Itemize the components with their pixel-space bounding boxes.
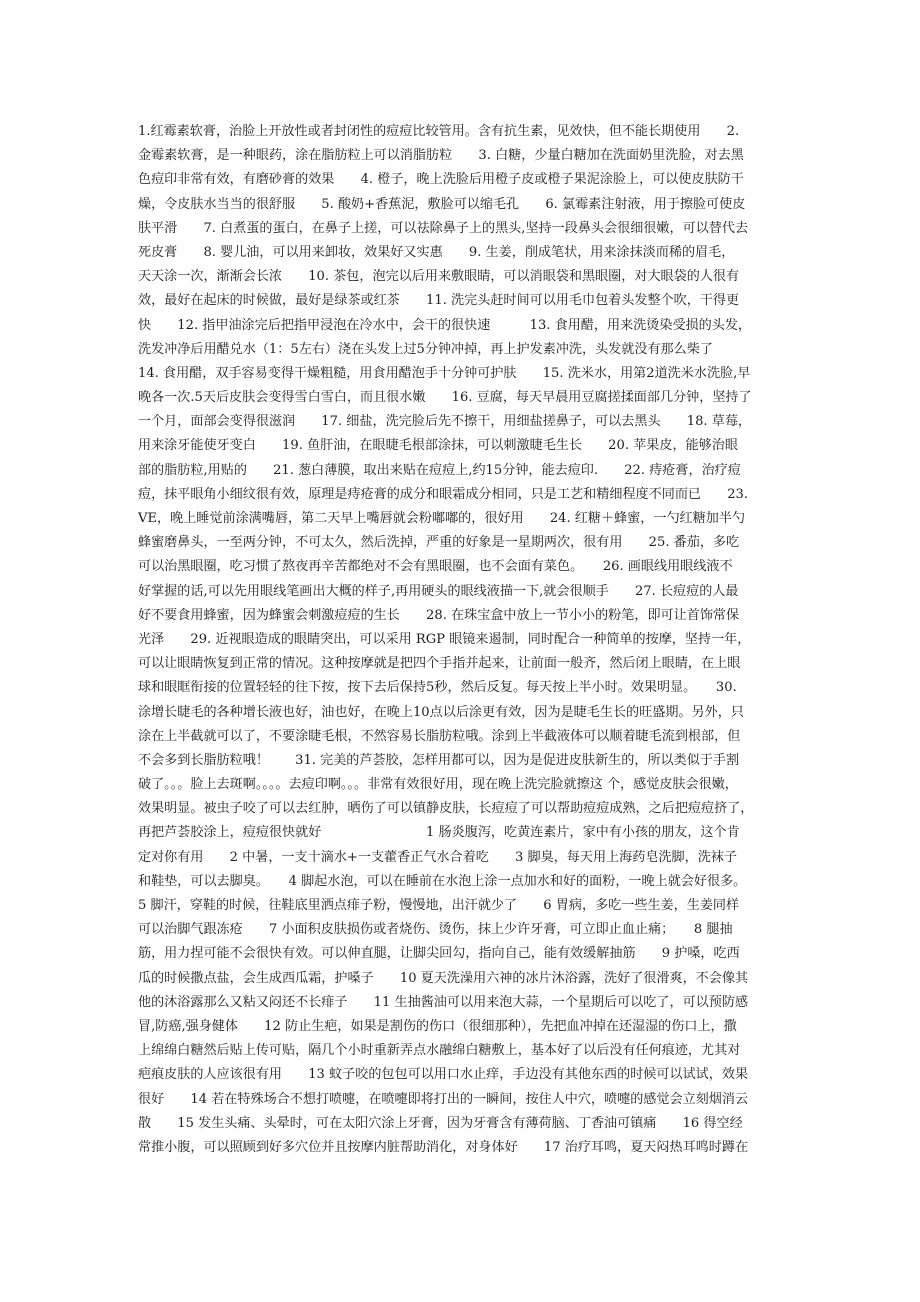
text-line: 可以让眼睛恢复到正常的情况。这种按摩就是把四个手指并起来，让前面一般齐，然后闭上眼睛，在上眼 — [138, 656, 741, 672]
text-line: 效，最好在起床的时候做，最好是绿茶或红茶 11. 洗完头赶时间可以用毛巾包着头发整个吹，干得更 — [138, 293, 740, 309]
text-line: 可以治脚气跟冻疮 7 小面积皮肤损伤或者烧伤、烫伤，抹上少许牙膏，可立即止血止痛； 8 腿抽 — [138, 922, 733, 938]
text-line: 14. 食用醋，双手容易变得干燥粗糙，用食用醋泡手十分钟可护肤 15. 洗米水，用第2道洗米水洗脸,早 — [138, 365, 751, 381]
text-line: 破了。。。脸上去斑啊。。。。去痘印啊。。。非常有效很好用，现在晚上洗完脸就擦这 个，感觉皮肤会很嫩， — [138, 777, 738, 793]
text-line: 涂在上半截就可以了，不要涂睫毛根，不然容易长脂肪粒哦。涂到上半截液体可以顺着睫毛流到根部，但 — [138, 728, 741, 744]
text-line: 好掌握的话,可以先用眼线笔画出大概的样子,再用硬头的眼线液描一下,就会很顺手 27. 长痘痘的人最 — [138, 583, 739, 599]
text-line: 散 15 发生头痛、头晕时，可在太阳穴涂上牙膏，因为牙膏含有薄荷脑、丁香油可镇痛 16 得空经 — [138, 1115, 743, 1131]
text-line: 快 12. 指甲油涂完后把指甲浸泡在冷水中，会干的很快速 13. 食用醋，用来洗烫染受损的头发， — [138, 317, 752, 333]
document-body — [138, 120, 788, 1160]
text-line: 晚各一次.5天后皮肤会变得雪白雪白，而且很水嫩 16. 豆腐，每天早晨用豆腐搓揉面部几分钟，坚持了 — [138, 390, 752, 406]
text-line: 部的脂肪粒,用贴的 21. 葱白薄膜，取出来贴在痘痘上,约15分钟，能去痘印. 22. 痔疮膏，治疗痘 — [138, 462, 741, 478]
text-line: 死皮膏 8. 婴儿油，可以用来卸妆，效果好又实惠 9. 生姜，削成笔状，用来涂抹淡而稀的眉毛， — [138, 244, 735, 260]
text-line: 洗发冲净后用醋兑水（1：5左右）浇在头发上过5分钟冲掉，再上护发素冲洗，头发就没有那么柴了 — [138, 341, 713, 357]
text-line: 疤痕皮肤的人应该很有用 13 蚊子咬的包包可以用口水止痒，手边没有其他东西的时候可以试试，效果 — [138, 1067, 749, 1083]
text-line: 燥，令皮肤水当当的很舒服 5. 酸奶+香蕉泥，敷脸可以缩毛孔 6. 氯霉素注射液，用于擦脸可使皮 — [138, 196, 746, 212]
text-line: 效果明显。被虫子咬了可以去红肿，晒伤了可以镇静皮肤，长痘痘了可以帮助痘痘成熟，之后把痘痘挤了， — [138, 801, 754, 817]
text-line: 瓜的时候撒点盐，会生成西瓜霜，护嗓子 10 夏天洗澡用六神的冰片沐浴露，洗好了很滑爽，不会像其 — [138, 970, 749, 986]
text-line: 筋，用力捏可能不会很快有效。可以伸直腿，让脚尖回勾，指向自己，能有效缓解抽筋 9 护嗓，吃西 — [138, 946, 740, 962]
text-line: 用来涂牙能使牙变白 19. 鱼肝油，在眼睫毛根部涂抹，可以刺激睫毛生长 20. 苹果皮，能够治眼 — [138, 438, 738, 454]
text-line: 不会多到长脂肪粒哦！ 31. 完美的芦荟胶，怎样用都可以，因为是促进皮肤新生的，所以类似于手割 — [138, 752, 740, 768]
text-line: 5 脚汗，穿鞋的时候，往鞋底里洒点痱子粉，慢慢地，出汗就少了 6 胃病，多吃一些生姜，生姜同样 — [138, 898, 740, 913]
text-line: 常推小腹，可以照顾到好多穴位并且按摩内脏帮助消化，对身体好 17 治疗耳鸣，夏天闷热耳鸣时蹲在 — [138, 1139, 749, 1155]
text-line: 好不要食用蜂蜜，因为蜂蜜会刺激痘痘的生长 28. 在珠宝盒中放上一节小小的粉笔，即可让首饰常保 — [138, 607, 740, 623]
text-line: 可以治黑眼圈，吃习惯了熬夜再辛苦都绝对不会有黑眼圈，也不会面有菜色。 26. 画眼线用眼线液不 — [138, 559, 733, 575]
text-line: 上绵绵白糖然后贴上传可贴，隔几个小时重新弄点水融绵白糖敷上，基本好了以后没有任何痕迹，尤其对 — [138, 1043, 741, 1059]
text-line: 痘，抹平眼角小细纹很有效，原理是痔疮膏的成分和眼霜成分相同，只是工艺和精细程度不同而已 23. — [138, 486, 749, 502]
text-line: 冒,防癌,强身健体 12 防止生疤，如果是割伤的伤口（很细那种），先把血冲掉在还湿湿的伤口上，撒 — [138, 1018, 737, 1034]
text-line: 色痘印非常有效，有磨砂膏的效果 4. 橙子，晚上洗脸后用橙子皮或橙子果泥涂脸上，可以使皮肤防干 — [138, 172, 744, 188]
text-line: 他的沐浴露那么又粘又闷还不长痱子 11 生抽酱油可以用来泡大蒜，一个星期后可以吃了，可以预防感 — [138, 994, 749, 1010]
text-line: 金霉素软膏，是一种眼药，涂在脂肪粒上可以消脂肪粒 3. 白糖，少量白糖加在洗面奶里洗脸，对去黑 — [138, 148, 744, 164]
text-line: 一个月，面部会变得很滋润 17. 细盐，洗完脸后先不擦干，用细盐搓鼻子，可以去黑头 18. 草莓， — [138, 414, 752, 430]
text-line: 定对你有用 2 中暑，一支十滴水+一支藿香正气水合着吃 3 脚臭，每天用上海药皂洗脚，洗袜子 — [138, 849, 737, 865]
text-line: 光泽 29. 近视眼造成的眼睛突出，可以采用 RGP 眼镜来遏制，同时配合一种简单的按摩，坚持一年， — [138, 631, 751, 647]
text-line: VE，晚上睡觉前涂满嘴唇，第二天早上嘴唇就会粉嘟嘟的，很好用 24. 红糖＋蜂蜜，一勺红糖加半勺 — [138, 511, 746, 526]
text-line: 天天涂一次，渐渐会长浓 10. 茶包，泡完以后用来敷眼睛，可以消眼袋和黑眼圈，对大眼袋的人很有 — [138, 269, 740, 285]
text-line: 蜂蜜磨鼻头，一至两分钟，不可太久，然后洗掉，严重的好象是一星期两次，很有用 25. 番茄，多吃 — [138, 535, 740, 551]
text-line: 再把芦荟胶涂上，痘痘很快就好 1 肠炎腹泻，吃黄连素片，家中有小孩的朋友，这个肯 — [138, 825, 740, 841]
text-line: 涂增长睫毛的各种增长液也好，油也好，在晚上10点以后涂更有效，因为是睫毛生长的旺盛期。另外，只 — [138, 704, 744, 720]
text-line: 球和眼眶衔接的位置轻轻的往下按，按下去后保持5秒，然后反复。每天按上半小时。效果明显。 30. — [138, 680, 737, 696]
text-line: 1.红霉素软膏，治脸上开放性或者封闭性的痘痘比较管用。含有抗生素，见效快，但不能长期使用 2. — [138, 124, 740, 139]
text-line: 肤平滑 7. 白煮蛋的蛋白，在鼻子上搓，可以祛除鼻子上的黑头,坚持一段鼻头会很细很嫩，可以替代去 — [138, 220, 749, 236]
text-line: 和鞋垫，可以去脚臭。 4 脚起水泡，可以在睡前在水泡上涂一点加水和好的面粉，一晚上就会好很多。 — [138, 873, 747, 889]
text-line: 很好 14 若在特殊场合不想打喷嚏，在喷嚏即将打出的一瞬间，按住人中穴，喷嚏的感觉会立刻烟消云 — [138, 1091, 749, 1107]
